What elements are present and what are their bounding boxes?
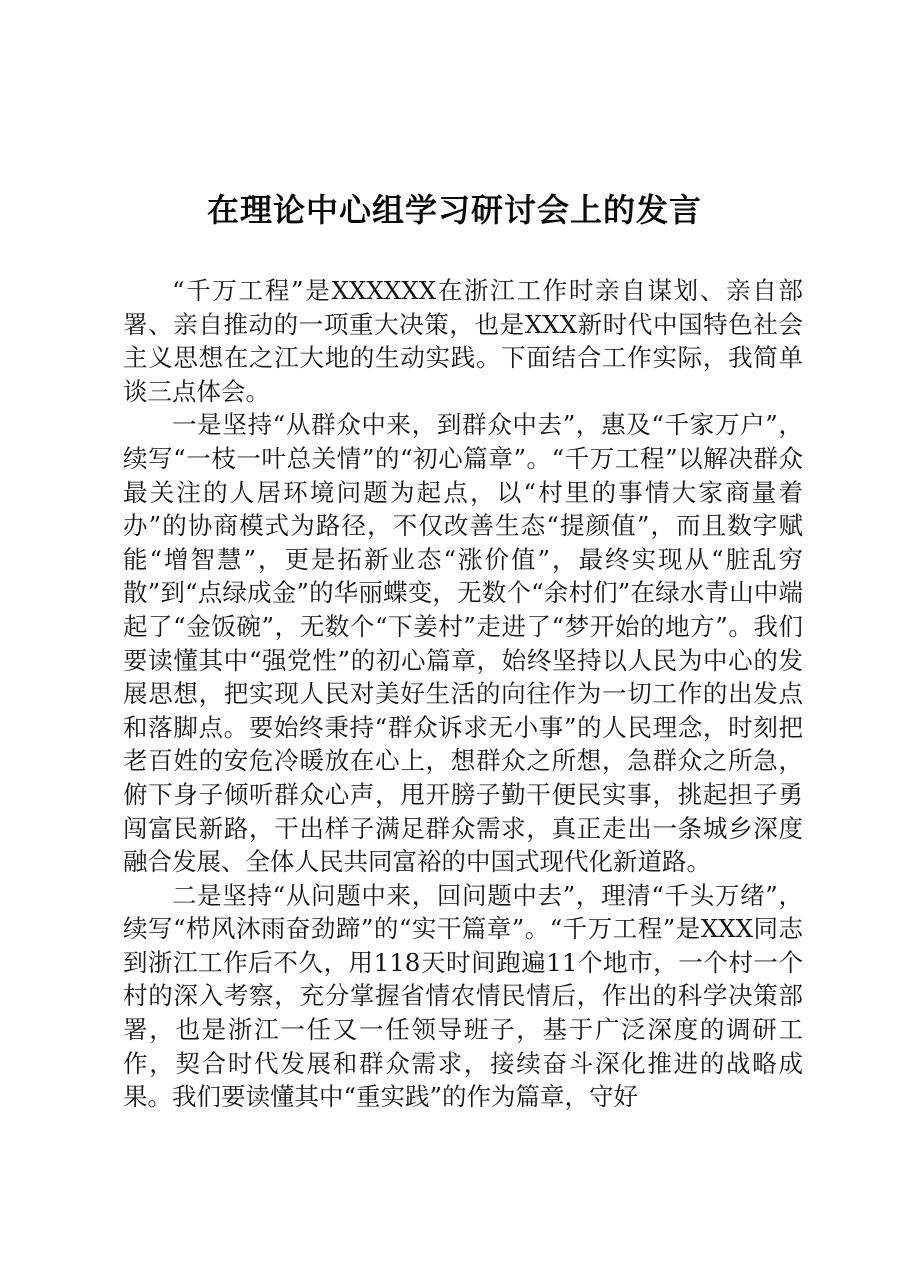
document-title: 在理论中心组学习研讨会上的发言	[206, 191, 702, 229]
paragraph-point-two: 二是坚持“从问题中来，回问题中去”，理清“千头万绪”，续写“栉风沐雨奋劲蹄”的“实干篇章”。“千万工程”是XXX同志到浙江工作后不久，用118天时间跑遍11个地市，一个村一个村的深入考察，充分掌握省情农情民情后，作出的科学决策部署，也是浙江一任又一任领导班子，基于广泛深度的调研工作，契合时代发展和群众需求，接续奋斗深化推进的战略成果。我们要读懂其中“重实践”的作为篇章，守好	[123, 880, 803, 1112]
paragraph-point-one: 一是坚持“从群众中来，到群众中去”，惠及“千家万户”，续写“一枝一叶总关情”的“初心篇章”。“千万工程”以解决群众最关注的人居环境问题为起点，以“村里的事情大家商量着办”的协商模式为路径，不仅改善生态“提颜值”，而且数字赋能“增智慧”，更是拓新业态“涨价值”，最终实现从“脏乱穷散”到“点绿成金”的华丽蝶变，无数个“余村们”在绿水青山中端起了“金饭碗”，无数个“下姜村”走进了“梦开始的地方”。我们要读懂其中“强党性”的初心篇章，始终坚持以人民为中心的发展思想，把实现人民对美好生活的向往作为一切工作的出发点和落脚点。要始终秉持“群众诉求无小事”的人民理念，时刻把老百姓的安危冷暖放在心上，想群众之所想，急群众之所急，俯下身子倾听群众心声，甩开膀子勤干便民实事，挑起担子勇闯富民新路，干出样子满足群众需求，真正走出一条城乡深度融合发展、全体人民共同富裕的中国式现代化新道路。	[123, 410, 803, 877]
document-body	[123, 274, 803, 1114]
paragraph-intro: “千万工程”是XXXXXX在浙江工作时亲自谋划、亲自部署、亲自推动的一项重大决策，也是XXX新时代中国特色社会主义思想在之江大地的生动实践。下面结合工作实际，我简单谈三点体会。	[123, 276, 803, 406]
